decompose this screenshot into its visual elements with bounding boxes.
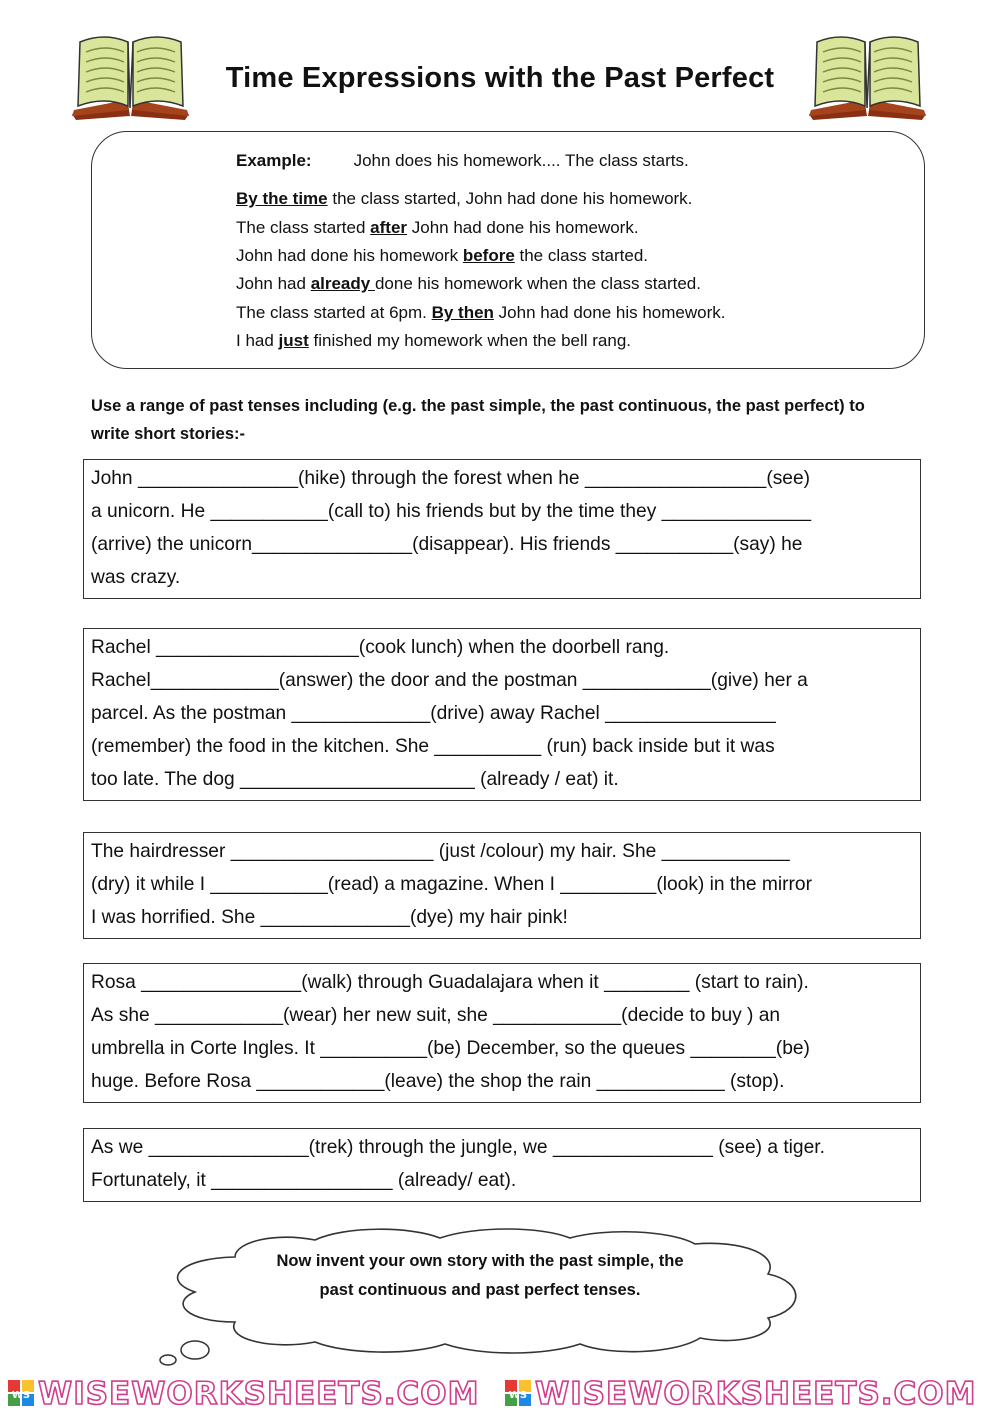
story-line: parcel. As the postman _____________(drive) away Rachel ________________	[91, 703, 776, 724]
example-line: I had just finished my homework when the bell rang.	[236, 331, 632, 350]
story-line: huge. Before Rosa ____________(leave) the shop the rain ____________ (stop).	[91, 1071, 785, 1092]
example-header	[236, 150, 689, 172]
story-line: a unicorn. He ___________(call to) his friends but by the time they ______________	[91, 501, 812, 522]
story-line: As she ____________(wear) her new suit, she ____________(decide to buy ) an	[91, 1005, 781, 1026]
story-box-2	[83, 628, 921, 801]
watermark-text: WISEWORKSHEETS.COM	[535, 1376, 977, 1412]
example-prompt: John does his homework.... The class starts.	[353, 151, 689, 170]
wiseworksheets-logo-icon	[505, 1380, 531, 1406]
story-line: Fortunately, it _________________ (already/ eat).	[91, 1170, 517, 1191]
story-line: I was horrified. She ______________(dye) my hair pink!	[91, 907, 568, 928]
cloud-line: Now invent your own story with the past simple, the	[276, 1252, 684, 1270]
story-box-3	[83, 832, 921, 939]
story-line: (dry) it while I ___________(read) a magazine. When I _________(look) in the mirror	[91, 874, 812, 895]
story-line: As we _______________(trek) through the jungle, we _______________ (see) a tiger.	[91, 1137, 825, 1158]
story-line: too late. The dog ______________________ (already / eat) it.	[91, 769, 619, 790]
watermark-text: WISEWORKSHEETS.COM	[38, 1376, 480, 1412]
instructions-line: Use a range of past tenses including (e.g. the past simple, the past continuous, the past perfect) to	[91, 397, 865, 415]
story-line: Rosa _______________(walk) through Guadalajara when it ________ (start to rain).	[91, 972, 809, 993]
time-expression: after	[370, 218, 408, 237]
wiseworksheets-logo-icon	[8, 1380, 34, 1406]
time-expression: already	[310, 274, 375, 293]
example-line: John had done his homework before the class started.	[236, 246, 649, 265]
cloud-prompt	[230, 1247, 730, 1305]
example-line: By the time the class started, John had done his homework.	[236, 189, 693, 208]
example-line: The class started after John had done his homework.	[236, 218, 639, 237]
time-expression: just	[278, 331, 309, 350]
cloud-line: past continuous and past perfect tenses.	[319, 1281, 641, 1299]
example-line: John had already done his homework when the class started.	[236, 274, 701, 293]
time-expression: By the time	[236, 189, 328, 208]
example-line: The class started at 6pm. By then John had done his homework.	[236, 303, 726, 322]
story-box-5	[83, 1128, 921, 1202]
story-line: The hairdresser ___________________ (just /colour) my hair. She ____________	[91, 841, 790, 862]
instructions-line: write short stories:-	[91, 425, 246, 443]
page-title: Time Expressions with the Past Perfect	[225, 62, 775, 94]
svg-text:WS: WS	[508, 1390, 528, 1401]
story-line: (arrive) the unicorn_______________(disappear). His friends ___________(say) he	[91, 534, 803, 555]
story-line: John _______________(hike) through the forest when he _________________(see)	[91, 468, 811, 489]
story-box-1	[83, 459, 921, 599]
story-box-4	[83, 963, 921, 1103]
instructions	[91, 392, 931, 448]
story-line: was crazy.	[91, 567, 181, 588]
story-line: Rachel____________(answer) the door and the postman ____________(give) her a	[91, 670, 808, 691]
story-line: Rachel ___________________(cook lunch) when the doorbell rang.	[91, 637, 670, 658]
svg-text:WS: WS	[11, 1390, 31, 1401]
example-label: Example:	[236, 151, 312, 170]
time-expression: before	[462, 246, 515, 265]
story-line: umbrella in Corte Ingles. It __________(be) December, so the queues ________(be)	[91, 1038, 810, 1059]
story-line: (remember) the food in the kitchen. She __________ (run) back inside but it was	[91, 736, 775, 757]
time-expression: By then	[431, 303, 494, 322]
